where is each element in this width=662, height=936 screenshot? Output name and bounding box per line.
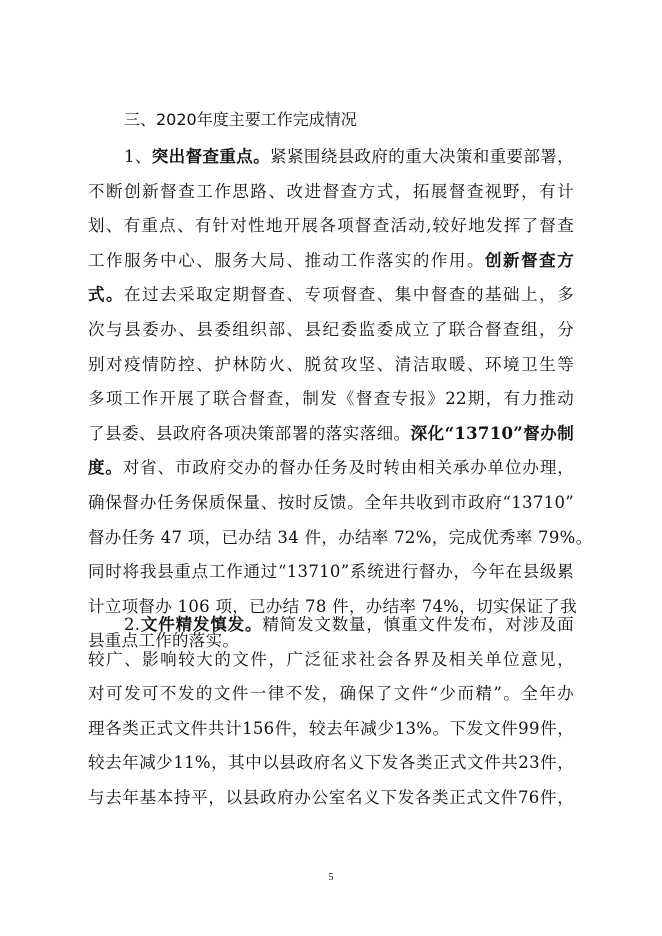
text-run: 对省、市政府交办的督办任务及时转由相关承办单位办理， bbox=[122, 458, 574, 478]
paragraph-line bbox=[88, 492, 574, 514]
text-run: 工作服务中心、服务大局、推动工作落实的作用。 bbox=[88, 250, 486, 270]
text-run: 确保督办任务保质保量、按时反馈。全年共收到市政府“13710” bbox=[88, 493, 574, 512]
text-run: 督办任务 47 项，已办结 34 件，办结率 72%，完成优秀率 79%。 bbox=[88, 527, 593, 547]
paragraph-line bbox=[124, 614, 574, 636]
paragraph-line bbox=[88, 752, 574, 774]
paragraph-line bbox=[88, 181, 574, 203]
page-number: 5 bbox=[328, 872, 334, 883]
text-run: 较广、影响较大的文件，广泛征求社会各界及相关单位意见， bbox=[88, 649, 574, 669]
paragraph-line bbox=[88, 354, 574, 376]
paragraph-line bbox=[88, 423, 574, 445]
paragraph-line bbox=[88, 787, 574, 809]
text-run: 2. bbox=[124, 615, 141, 634]
bold-run: 度。 bbox=[88, 458, 123, 478]
bold-run: 式。 bbox=[88, 285, 125, 305]
paragraph-line bbox=[88, 250, 574, 272]
paragraph-line bbox=[88, 649, 574, 671]
text-run: 1、 bbox=[124, 147, 152, 166]
text-run: 精简发文数量，慎重文件发布，对涉及面 bbox=[262, 615, 574, 634]
text-run: 多项工作开展了联合督查，制发《督查专报》22期，有力推动 bbox=[88, 389, 574, 409]
text-run: 紧紧围绕县政府的重大决策和重要部署， bbox=[270, 147, 574, 166]
text-run: 在过去采取定期督查、专项督查、集中督查的基础上，多 bbox=[124, 285, 574, 305]
paragraph-line bbox=[88, 527, 593, 549]
paragraph-line bbox=[124, 146, 574, 168]
text-run: 较去年减少11%，其中以县政府名义下发各类正式文件共23件， bbox=[88, 753, 574, 773]
text-run: 别对疫情防控、护林防火、脱贫攻坚、清洁取暖、环境卫生等 bbox=[88, 354, 574, 374]
text-run: 划、有重点、有针对性地开展各项督查活动,较好地发挥了督查 bbox=[88, 216, 574, 236]
paragraph-line bbox=[88, 561, 574, 583]
paragraph-line bbox=[88, 388, 574, 410]
section-heading: 三、2020年度主要工作完成情况 bbox=[124, 110, 357, 129]
paragraph-line bbox=[88, 284, 574, 306]
paragraph-line bbox=[88, 215, 574, 237]
text-run: 计立项督办 106 项，已办结 78 件，办结率 74%，切实保证了我 bbox=[88, 596, 577, 616]
text-run: 了县委、县政府各项决策部署的落实落细。 bbox=[88, 423, 411, 443]
text-run: 同时将我县重点工作通过“13710”系统进行督办，今年在县级累 bbox=[88, 562, 574, 582]
text-run: 与去年基本持平，以县政府办公室名义下发各类正式文件76件， bbox=[88, 788, 574, 807]
paragraph-line bbox=[88, 457, 574, 479]
bold-run: 创新督查方 bbox=[485, 250, 574, 270]
paragraph-line bbox=[88, 718, 574, 740]
text-run: 县重点工作的落实。 bbox=[88, 631, 240, 651]
text-run: 理各类正式文件共计156件，较去年减少13%。下发文件99件， bbox=[88, 718, 574, 738]
bold-run: 突出督查重点。 bbox=[151, 147, 271, 166]
paragraph-line bbox=[88, 319, 574, 341]
text-run: 次与县委办、县委组织部、县纪委监委成立了联合督查组，分 bbox=[88, 320, 574, 339]
paragraph-line bbox=[88, 683, 574, 705]
text-run: 对可发可不发的文件一律不发，确保了文件“少而精”。全年办 bbox=[88, 684, 574, 704]
bold-run: 文件精发慎发。 bbox=[140, 615, 263, 634]
text-run: 不断创新督查工作思路、改进督查方式，拓展督查视野，有计 bbox=[88, 181, 574, 201]
bold-run: 深化“13710”督办制 bbox=[410, 423, 574, 443]
